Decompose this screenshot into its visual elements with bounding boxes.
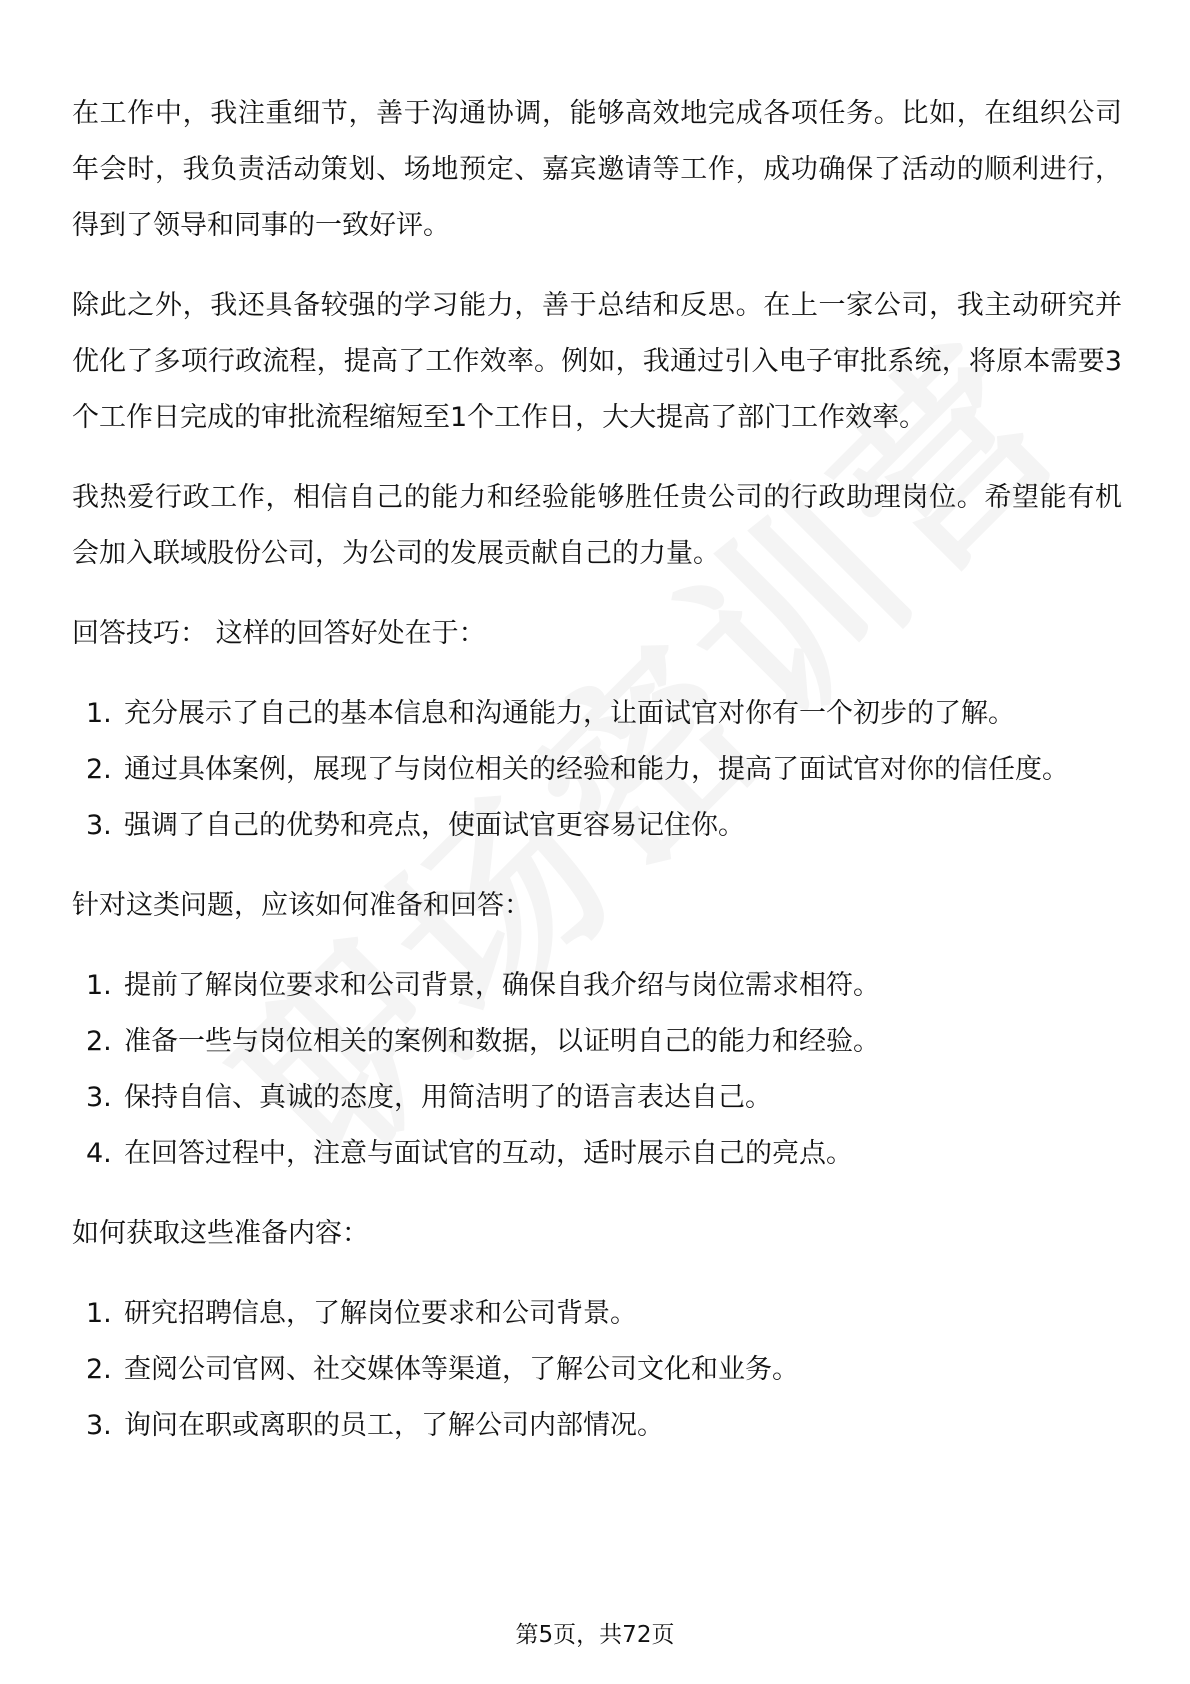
list-number: 2. — [86, 1354, 112, 1385]
prepare-list — [72, 958, 1122, 1182]
list-text: 准备一些与岗位相关的案例和数据，以证明自己的能力和经验。 — [124, 1026, 880, 1057]
paragraph-work-detail: 在工作中，我注重细节，善于沟通协调，能够高效地完成各项任务。比如，在组织公司年会时，我负责活动策划、场地预定、嘉宾邀请等工作，成功确保了活动的顺利进行，得到了领导和同事的一致好评。 — [72, 98, 1122, 241]
list-text: 强调了自己的优势和亮点，使面试官更容易记住你。 — [124, 810, 745, 841]
list-item — [72, 742, 1122, 798]
list-item — [72, 1126, 1122, 1182]
obtain-heading: 如何获取这些准备内容： — [72, 1218, 369, 1249]
list-item — [72, 1070, 1122, 1126]
prepare-heading: 针对这类问题，应该如何准备和回答： — [72, 890, 531, 921]
list-item — [72, 1286, 1122, 1342]
list-item — [72, 798, 1122, 854]
list-text: 提前了解岗位要求和公司背景，确保自我介绍与岗位需求相符。 — [124, 970, 880, 1001]
list-item — [72, 1014, 1122, 1070]
page-number-footer: 第5页，共72页 — [515, 1622, 675, 1648]
list-item — [72, 686, 1122, 742]
paragraph-closing: 我热爱行政工作，相信自己的能力和经验能够胜任贵公司的行政助理岗位。希望能有机会加入联域股份公司，为公司的发展贡献自己的力量。 — [72, 482, 1122, 569]
list-item — [72, 1398, 1122, 1454]
obtain-list — [72, 1286, 1122, 1454]
list-text: 充分展示了自己的基本信息和沟通能力，让面试官对你有一个初步的了解。 — [124, 698, 1015, 729]
list-text: 在回答过程中，注意与面试官的互动，适时展示自己的亮点。 — [124, 1138, 853, 1169]
list-number: 1. — [86, 1298, 112, 1329]
list-number: 2. — [86, 754, 112, 785]
document-body — [72, 86, 1122, 1478]
list-number: 1. — [86, 970, 112, 1001]
paragraph-learning-ability: 除此之外，我还具备较强的学习能力，善于总结和反思。在上一家公司，我主动研究并优化了多项行政流程，提高了工作效率。例如，我通过引入电子审批系统，将原本需要3个工作日完成的审批流程缩短至1个工作日，大大提高了部门工作效率。 — [72, 290, 1122, 433]
tips-heading: 回答技巧： 这样的回答好处在于： — [72, 618, 486, 649]
list-number: 4. — [86, 1138, 112, 1169]
list-number: 3. — [86, 1410, 112, 1441]
list-number: 1. — [86, 698, 112, 729]
list-text: 通过具体案例，展现了与岗位相关的经验和能力，提高了面试官对你的信任度。 — [124, 754, 1069, 785]
list-item — [72, 958, 1122, 1014]
list-item — [72, 1342, 1122, 1398]
list-text: 查阅公司官网、社交媒体等渠道，了解公司文化和业务。 — [124, 1354, 799, 1385]
list-number: 3. — [86, 810, 112, 841]
list-text: 研究招聘信息，了解岗位要求和公司背景。 — [124, 1298, 637, 1329]
list-text: 保持自信、真诚的态度，用简洁明了的语言表达自己。 — [124, 1082, 772, 1113]
list-number: 3. — [86, 1082, 112, 1113]
list-text: 询问在职或离职的员工，了解公司内部情况。 — [124, 1410, 664, 1441]
tips-list — [72, 686, 1122, 854]
list-number: 2. — [86, 1026, 112, 1057]
